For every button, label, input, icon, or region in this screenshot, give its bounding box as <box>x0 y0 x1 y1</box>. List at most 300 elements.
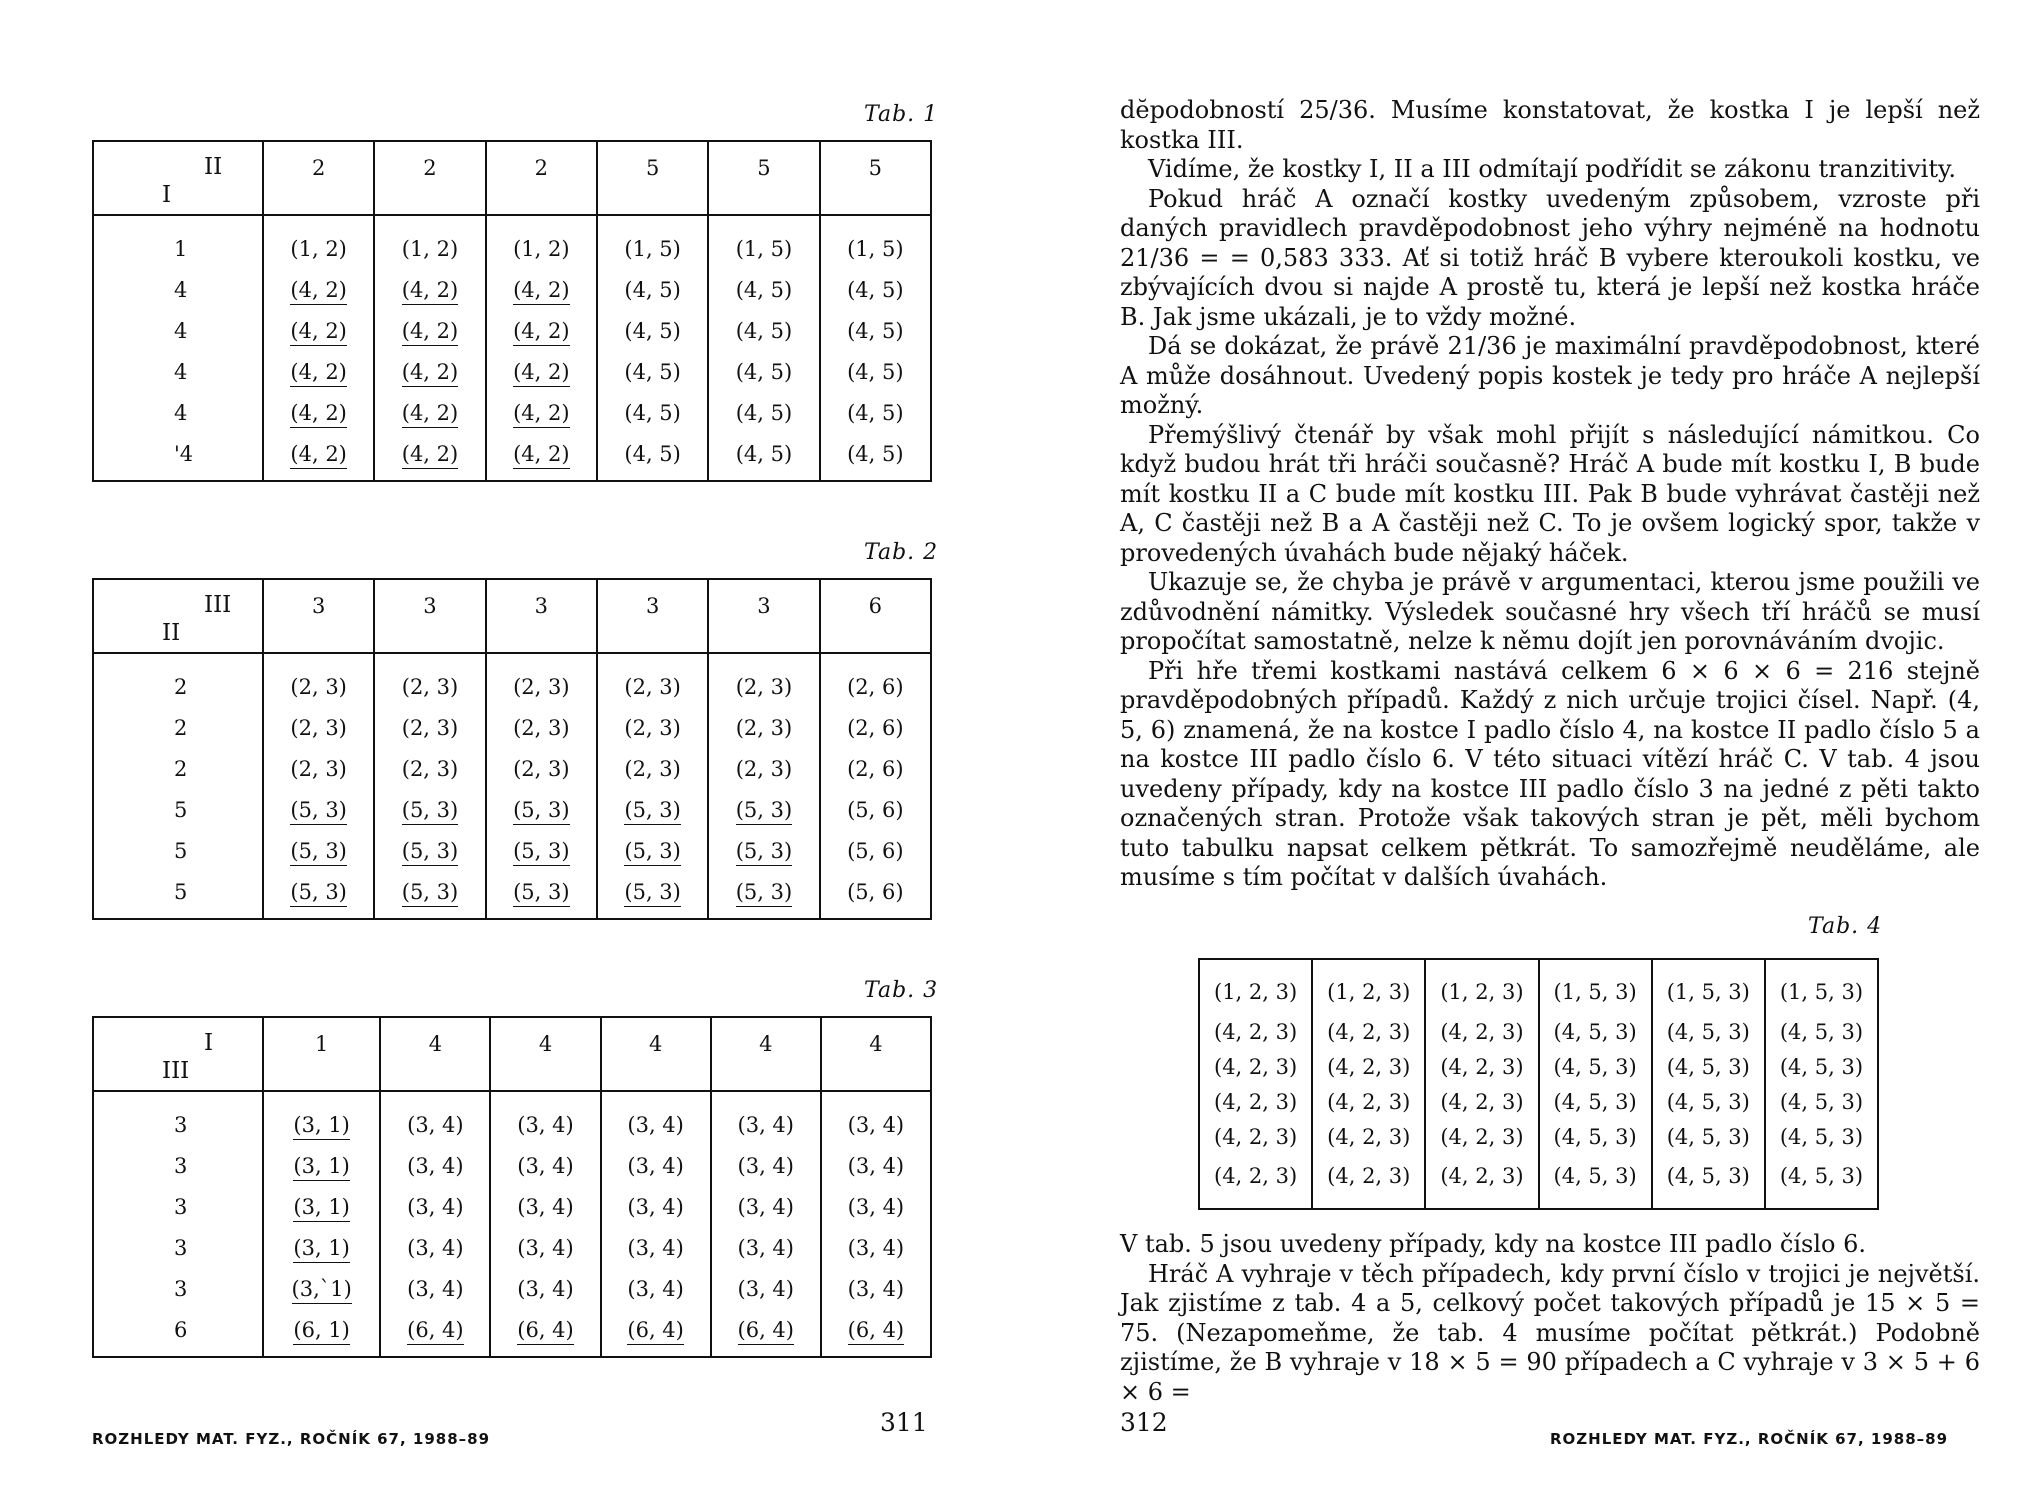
table-row <box>93 269 931 310</box>
table-cell <box>708 310 819 351</box>
table-cell: (4, 2, 3) <box>1425 1049 1538 1084</box>
cell-value: (2, 6) <box>847 715 904 740</box>
corner-cell <box>93 1017 263 1091</box>
cell-value: (4, 2) <box>290 278 346 305</box>
cell-value: (2, 6) <box>847 756 904 781</box>
table-cell: (4, 5, 3) <box>1539 1119 1652 1154</box>
cell-value: (1, 2) <box>290 236 347 261</box>
table-cell <box>263 269 374 310</box>
cell-value: (4, 5) <box>624 400 681 425</box>
table-row <box>93 433 931 481</box>
table-cell: (4, 5, 3) <box>1539 1084 1652 1119</box>
table-1 <box>92 140 932 482</box>
table-cell <box>263 392 374 433</box>
table-cell <box>263 1104 380 1145</box>
column-header: 2 <box>374 141 485 215</box>
cell-value: (4, 5) <box>847 359 904 384</box>
table-cell <box>597 310 708 351</box>
cell-value: (5, 6) <box>847 879 904 904</box>
cell-value: (3, 4) <box>517 1276 574 1301</box>
corner-row-label: III <box>162 1058 190 1084</box>
table-cell <box>597 433 708 481</box>
table-cell <box>486 351 597 392</box>
spacer-cell <box>263 653 374 666</box>
table-cell <box>486 871 597 919</box>
spacer-cell <box>93 653 263 666</box>
table-cell: (1, 2, 3) <box>1425 959 1538 1014</box>
table-cell <box>374 707 485 748</box>
table-cell <box>820 269 931 310</box>
table-cell <box>821 1309 931 1357</box>
tab4-caption: Tab. 4 <box>1808 914 1883 939</box>
table-cell <box>597 871 708 919</box>
table-cell <box>597 789 708 830</box>
cell-value: (3, 4) <box>627 1194 684 1219</box>
table-cell <box>490 1227 600 1268</box>
cell-value: (4, 2) <box>513 442 569 469</box>
row-label: 3 <box>93 1145 263 1186</box>
table-cell <box>597 666 708 707</box>
table-cell <box>708 351 819 392</box>
table-row <box>93 748 931 789</box>
cell-value: (3, 4) <box>517 1194 574 1219</box>
table-cell <box>821 1145 931 1186</box>
cell-value: (5, 3) <box>736 839 792 866</box>
table-row <box>93 1186 931 1227</box>
cell-value: (2, 3) <box>290 715 347 740</box>
cell-value: (5, 3) <box>402 839 458 866</box>
cell-value: (3, 4) <box>737 1153 794 1178</box>
cell-value: (6, 4) <box>738 1318 794 1345</box>
table-cell <box>374 748 485 789</box>
cell-value: (3,`1) <box>292 1277 352 1304</box>
cell-value: (5, 3) <box>290 798 346 825</box>
cell-value: (3, 4) <box>847 1112 905 1137</box>
table-cell <box>486 228 597 269</box>
cell-value: (4, 5) <box>735 441 793 466</box>
spacer-cell <box>597 653 708 666</box>
body-text-bottom <box>1120 1230 1980 1407</box>
cell-value: (2, 3) <box>513 756 570 781</box>
table-cell <box>708 707 819 748</box>
cell-value: (3, 4) <box>737 1112 794 1137</box>
table-row <box>93 1145 931 1186</box>
table-cell <box>711 1186 821 1227</box>
column-header: 4 <box>380 1017 490 1091</box>
cell-value: (6, 1) <box>293 1318 349 1345</box>
table-cell <box>380 1186 490 1227</box>
table-cell <box>490 1186 600 1227</box>
cell-value: (3, 1) <box>293 1236 349 1263</box>
table-cell <box>263 1268 380 1309</box>
table-cell <box>820 871 931 919</box>
table-cell <box>601 1268 711 1309</box>
table-cell <box>708 269 819 310</box>
table-cell <box>263 351 374 392</box>
cell-value: (5, 3) <box>624 880 680 907</box>
table-cell <box>601 1227 711 1268</box>
table-cell <box>380 1268 490 1309</box>
table-row <box>1199 1049 1878 1084</box>
column-header: 5 <box>597 141 708 215</box>
column-header: 1 <box>263 1017 380 1091</box>
spacer-cell <box>821 1091 931 1104</box>
table-row <box>1199 1084 1878 1119</box>
table-cell: (4, 5, 3) <box>1765 1154 1878 1209</box>
table-cell <box>821 1227 931 1268</box>
tab3-caption: Tab. 3 <box>864 978 939 1003</box>
cell-value: (5, 3) <box>402 798 458 825</box>
cell-value: (3, 4) <box>407 1112 464 1137</box>
paragraph: V tab. 5 jsou uvedeny případy, kdy na kostce III padlo číslo 6. <box>1120 1230 1866 1258</box>
table-cell: (4, 2, 3) <box>1199 1119 1312 1154</box>
table-cell <box>374 789 485 830</box>
table-cell <box>486 748 597 789</box>
cell-value: (4, 5) <box>847 277 904 302</box>
table-cell <box>821 1186 931 1227</box>
table-cell <box>486 830 597 871</box>
table-row <box>93 1227 931 1268</box>
cell-value: (5, 6) <box>847 838 904 863</box>
table-cell: (4, 5, 3) <box>1652 1119 1765 1154</box>
cell-value: (2, 3) <box>290 756 347 781</box>
table-cell <box>490 1104 600 1145</box>
table-row <box>93 1268 931 1309</box>
row-label: 3 <box>93 1227 263 1268</box>
cell-value: (4, 2) <box>402 401 458 428</box>
table-3 <box>92 1016 932 1358</box>
table-cell: (4, 5, 3) <box>1539 1154 1652 1209</box>
table-cell <box>380 1104 490 1145</box>
row-label: 1 <box>93 228 263 269</box>
cell-value: (2, 3) <box>290 674 347 699</box>
cell-value: (5, 3) <box>402 880 458 907</box>
table-cell <box>263 666 374 707</box>
cell-value: (5, 3) <box>290 880 346 907</box>
cell-value: (4, 2) <box>513 401 569 428</box>
cell-value: (3, 4) <box>737 1276 794 1301</box>
table-row <box>1199 1154 1878 1209</box>
column-header: 3 <box>708 579 819 653</box>
cell-value: (3, 4) <box>847 1235 905 1260</box>
spacer-cell <box>820 653 931 666</box>
cell-value: (4, 5) <box>735 359 793 384</box>
table-cell: (4, 2, 3) <box>1199 1154 1312 1209</box>
table-cell <box>263 310 374 351</box>
table-row <box>1199 1119 1878 1154</box>
table-cell <box>374 228 485 269</box>
row-label: 2 <box>93 748 263 789</box>
corner-row-label: II <box>162 620 181 646</box>
table-cell <box>597 351 708 392</box>
table-cell <box>711 1104 821 1145</box>
row-label: 5 <box>93 789 263 830</box>
cell-value: (2, 3) <box>624 674 681 699</box>
spacer-cell <box>380 1091 490 1104</box>
table-cell <box>374 310 485 351</box>
table-cell <box>597 748 708 789</box>
column-header: 4 <box>490 1017 600 1091</box>
cell-value: (6, 4) <box>517 1318 573 1345</box>
table-cell <box>601 1186 711 1227</box>
table-row <box>93 310 931 351</box>
cell-value: (5, 3) <box>513 880 569 907</box>
table-cell: (4, 2, 3) <box>1312 1084 1425 1119</box>
table-cell <box>711 1145 821 1186</box>
spacer-cell <box>263 1091 380 1104</box>
table-cell: (4, 2, 3) <box>1312 1049 1425 1084</box>
table-cell <box>263 830 374 871</box>
table-cell: (1, 2, 3) <box>1312 959 1425 1014</box>
table-4 <box>1198 958 1879 1210</box>
table-cell <box>380 1309 490 1357</box>
table-cell: (4, 5, 3) <box>1652 1084 1765 1119</box>
table-row <box>93 351 931 392</box>
table-cell: (4, 2, 3) <box>1199 1084 1312 1119</box>
table-cell <box>486 269 597 310</box>
cell-value: (4, 2) <box>402 442 458 469</box>
table-cell <box>821 1268 931 1309</box>
table-cell <box>820 748 931 789</box>
paragraph: Hráč A vyhraje v těch případech, kdy první číslo v trojici je největší. Jak zjistíme z tab. 4 a 5, celkový počet takových případů je 15 × 5 = 75. (Nezapomeňme, že tab. 4 musíme počítat pětkrát.) Podobně zjistíme, že B vyhraje v 18 × 5 = 90 případech a C vyhraje v 3 × 5 + 6 × 6 = <box>1120 1259 1980 1406</box>
table-cell: (4, 2, 3) <box>1199 1049 1312 1084</box>
cell-value: (5, 3) <box>513 839 569 866</box>
table-2 <box>92 578 932 920</box>
table-cell: (4, 5, 3) <box>1652 1049 1765 1084</box>
table-cell <box>708 392 819 433</box>
table-row <box>93 707 931 748</box>
cell-value: (4, 2) <box>290 442 346 469</box>
table-cell <box>820 351 931 392</box>
table-cell: (4, 5, 3) <box>1765 1049 1878 1084</box>
cell-value: (4, 2) <box>402 319 458 346</box>
cell-value: (3, 4) <box>627 1112 684 1137</box>
cell-value: (4, 2) <box>513 278 569 305</box>
corner-column-label: I <box>204 1030 214 1056</box>
cell-value: (5, 3) <box>290 839 346 866</box>
cell-value: (1, 5) <box>624 236 681 261</box>
cell-value: (4, 2) <box>290 319 346 346</box>
column-header: 3 <box>263 579 374 653</box>
column-header: 4 <box>601 1017 711 1091</box>
spacer-cell <box>708 653 819 666</box>
column-header: 5 <box>820 141 931 215</box>
cell-value: (4, 5) <box>735 277 793 302</box>
table-cell <box>820 310 931 351</box>
cell-value: (2, 3) <box>401 715 459 740</box>
paragraph: Ukazuje se, že chyba je právě v argumentaci, kterou jsme použili ve zdůvodnění námitky. Výsledek současné hry všech tří hráčů se musí propočítat samostatně, nelze k němu dojít jen porovnáváním dvojic. <box>1120 568 1980 655</box>
spacer-cell <box>820 215 931 228</box>
table-cell <box>820 228 931 269</box>
table-row <box>93 871 931 919</box>
table-cell: (4, 2, 3) <box>1312 1014 1425 1049</box>
row-label: 4 <box>93 269 263 310</box>
spacer-cell <box>374 653 485 666</box>
table-cell: (4, 5, 3) <box>1765 1014 1878 1049</box>
paragraph: Při hře třemi kostkami nastává celkem 6 × 6 × 6 = 216 stejně pravděpodobných případů. Každý z nich určuje trojici čísel. Např. (4, 5, 6) znamená, že na kostce I padlo číslo 4, na kostce II padlo číslo 5 a na kostce III padlo číslo 6. V této situaci vítězí hráč C. V tab. 4 jsou uvedeny případy, kdy na kostce III padlo číslo 3 na jedné z pěti takto označených stran. Protože však takových stran je pět, měli bychom tuto tabulku napsat celkem pětkrát. To samozřejmě neuděláme, ale musíme s tím počítat v dalších úvahách. <box>1120 656 1980 891</box>
cell-value: (3, 1) <box>293 1154 349 1181</box>
paragraph: Přemýšlivý čtenář by však mohl přijít s následující námitkou. Co když budou hrát tři hráči současně? Hráč A bude mít kostku I, B bude mít kostku II a C bude mít kostku III. Pak B bude vyhrávat častěji než A, C častěji než B a A častěji než C. To je ovšem logický spor, takže v provedených úvahách bude nějaký háček. <box>1120 420 1980 567</box>
cell-value: (2, 3) <box>735 756 793 781</box>
table-cell <box>490 1309 600 1357</box>
column-header: 2 <box>263 141 374 215</box>
table-cell <box>708 748 819 789</box>
column-header: 3 <box>486 579 597 653</box>
spacer-cell <box>601 1091 711 1104</box>
table-cell: (4, 2, 3) <box>1425 1014 1538 1049</box>
row-label: 5 <box>93 830 263 871</box>
table-cell: (1, 5, 3) <box>1765 959 1878 1014</box>
table-cell <box>263 228 374 269</box>
cell-value: (4, 2) <box>402 278 458 305</box>
cell-value: (3, 4) <box>407 1194 464 1219</box>
table-cell <box>486 433 597 481</box>
cell-value: (4, 5) <box>735 400 793 425</box>
cell-value: (5, 3) <box>736 798 792 825</box>
table-cell: (4, 5, 3) <box>1765 1119 1878 1154</box>
table-cell <box>597 392 708 433</box>
column-header: 2 <box>486 141 597 215</box>
table-cell <box>263 871 374 919</box>
table-cell: (4, 2, 3) <box>1425 1084 1538 1119</box>
table-cell <box>597 830 708 871</box>
cell-value: (5, 6) <box>847 797 904 822</box>
cell-value: (3, 4) <box>517 1235 574 1260</box>
spacer-cell <box>711 1091 821 1104</box>
table-row <box>93 228 931 269</box>
tab1-caption: Tab. 1 <box>864 102 939 127</box>
cell-value: (1, 2) <box>401 236 459 261</box>
table-cell: (4, 2, 3) <box>1312 1119 1425 1154</box>
table-cell: (4, 5, 3) <box>1765 1084 1878 1119</box>
table-cell: (4, 2, 3) <box>1199 1014 1312 1049</box>
cell-value: (6, 4) <box>848 1318 904 1345</box>
table-row <box>93 830 931 871</box>
row-label: 5 <box>93 871 263 919</box>
cell-value: (4, 5) <box>847 400 904 425</box>
corner-cell <box>93 579 263 653</box>
spacer-cell <box>263 215 374 228</box>
spacer-cell <box>93 1091 263 1104</box>
table-cell <box>486 392 597 433</box>
column-header: 5 <box>708 141 819 215</box>
paragraph: Dá se dokázat, že právě 21/36 je maximální pravděpodobnost, které A může dosáhnout. Uvedený popis kostek je tedy pro hráče A nejlepší možný. <box>1120 332 1980 419</box>
table-row <box>1199 959 1878 1014</box>
corner-column-label: II <box>204 154 223 180</box>
cell-value: (3, 4) <box>627 1276 684 1301</box>
cell-value: (3, 4) <box>737 1194 794 1219</box>
table-cell: (4, 5, 3) <box>1652 1154 1765 1209</box>
cell-value: (6, 4) <box>407 1318 463 1345</box>
table-row <box>1199 1014 1878 1049</box>
cell-value: (1, 5) <box>847 236 904 261</box>
cell-value: (2, 3) <box>401 756 459 781</box>
cell-value: (2, 6) <box>847 674 904 699</box>
table-cell <box>490 1145 600 1186</box>
table-cell <box>374 392 485 433</box>
cell-value: (4, 5) <box>847 441 904 466</box>
table-cell <box>486 310 597 351</box>
table-cell: (4, 2, 3) <box>1312 1154 1425 1209</box>
table-cell <box>380 1145 490 1186</box>
table-cell <box>820 707 931 748</box>
table-cell <box>380 1227 490 1268</box>
table-cell <box>263 1145 380 1186</box>
table-cell: (4, 2, 3) <box>1425 1119 1538 1154</box>
cell-value: (3, 4) <box>517 1153 574 1178</box>
table-cell: (1, 2, 3) <box>1199 959 1312 1014</box>
table-cell <box>263 1186 380 1227</box>
row-label: 3 <box>93 1268 263 1309</box>
table-cell <box>820 666 931 707</box>
cell-value: (2, 3) <box>513 674 570 699</box>
cell-value: (3, 4) <box>517 1112 574 1137</box>
right-page <box>1020 0 2040 1501</box>
table-cell <box>820 392 931 433</box>
cell-value: (4, 5) <box>624 318 681 343</box>
table-cell <box>820 433 931 481</box>
cell-value: (6, 4) <box>627 1318 683 1345</box>
column-header: 3 <box>597 579 708 653</box>
table-cell <box>711 1227 821 1268</box>
cell-value: (5, 3) <box>736 880 792 907</box>
cell-value: (3, 4) <box>407 1235 464 1260</box>
row-label: 3 <box>93 1104 263 1145</box>
cell-value: (4, 2) <box>290 360 346 387</box>
cell-value: (3, 4) <box>407 1276 464 1301</box>
right-footer: ROZHLEDY MAT. FYZ., ROČNÍK 67, 1988–89 <box>1550 1430 1949 1448</box>
table-cell <box>601 1104 711 1145</box>
table-cell <box>374 433 485 481</box>
cell-value: (4, 2) <box>513 360 569 387</box>
table-cell <box>821 1104 931 1145</box>
left-page-number: 311 <box>880 1408 928 1437</box>
table-cell <box>374 269 485 310</box>
table-cell <box>263 1227 380 1268</box>
spacer-cell <box>486 215 597 228</box>
table-cell <box>711 1309 821 1357</box>
spacer-cell <box>93 215 263 228</box>
spacer-cell <box>486 653 597 666</box>
column-header: 6 <box>820 579 931 653</box>
table-cell: (1, 5, 3) <box>1652 959 1765 1014</box>
cell-value: (2, 3) <box>513 715 570 740</box>
spacer-cell <box>490 1091 600 1104</box>
table-row <box>93 1104 931 1145</box>
cell-value: (5, 3) <box>624 839 680 866</box>
cell-value: (3, 4) <box>627 1235 684 1260</box>
row-label: 4 <box>93 392 263 433</box>
table-cell <box>597 228 708 269</box>
cell-value: (3, 1) <box>293 1113 349 1140</box>
cell-value: (3, 4) <box>847 1276 905 1301</box>
table-cell: (4, 2, 3) <box>1425 1154 1538 1209</box>
cell-value: (3, 4) <box>847 1153 905 1178</box>
column-header: 4 <box>821 1017 931 1091</box>
corner-cell <box>93 141 263 215</box>
table-cell <box>263 433 374 481</box>
table-cell <box>708 830 819 871</box>
cell-value: (1, 2) <box>513 236 570 261</box>
row-label: 4 <box>93 310 263 351</box>
row-label: 6 <box>93 1309 263 1357</box>
row-label: 3 <box>93 1186 263 1227</box>
table-cell: (4, 5, 3) <box>1652 1014 1765 1049</box>
row-label: 4 <box>93 351 263 392</box>
left-footer: ROZHLEDY MAT. FYZ., ROČNÍK 67, 1988–89 <box>92 1430 491 1448</box>
table-cell <box>597 269 708 310</box>
table-cell: (4, 5, 3) <box>1539 1014 1652 1049</box>
